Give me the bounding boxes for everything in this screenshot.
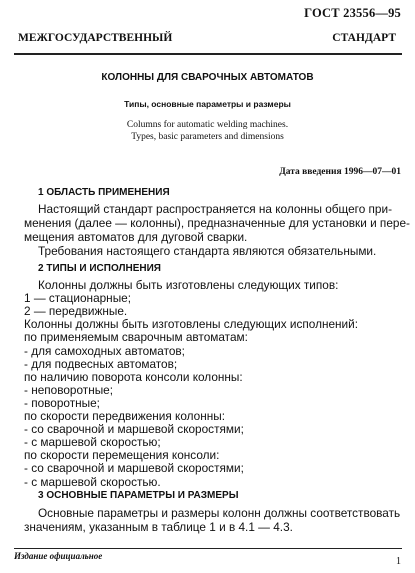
section-2-heading: 2 ТИПЫ И ИСПОЛНЕНИЯ [38, 263, 161, 274]
section-2-line: Колонны должны быть изготовлены следующих типов: [38, 278, 339, 292]
section-2-line: - поворотные; [24, 395, 100, 410]
section-2-line: - со сварочной и маршевой скоростями; [24, 422, 244, 437]
section-1-line: мещения автоматов для дуговой сварки. [24, 230, 248, 244]
standard-number: ГОСТ 23556—95 [304, 6, 401, 20]
english-title-line-1: Columns for automatic welding machines. [126, 120, 289, 130]
section-2-line: - с маршевой скоростью. [24, 474, 161, 489]
section-2-line: по скорости перемещения консоли: [24, 448, 220, 463]
section-2-line: по скорости передвижения колонны: [24, 409, 226, 423]
section-2-line: - неповоротные; [24, 382, 114, 397]
section-1-line: менения (далее — колонны), предназначенные для установки и пере- [24, 216, 410, 230]
section-2-line: по наличию поворота консоли колонны: [24, 369, 243, 384]
section-3-heading: 3 ОСНОВНЫЕ ПАРАМЕТРЫ И РАЗМЕРЫ [38, 490, 239, 501]
section-2-line: - для подвесных автоматов; [24, 356, 178, 371]
section-2-line: - с маршевой скоростью; [24, 435, 161, 450]
section-2-line: Колонны должны быть изготовлены следующих исполнений: [24, 317, 359, 332]
introduction-date: Дата введения 1996—07—01 [279, 167, 401, 177]
standard-banner: МЕЖГОСУДАРСТВЕННЫЙ СТАНДАРТ [18, 32, 396, 44]
english-title-line-2: Types, basic parameters and dimensions [131, 132, 284, 142]
edition-note: Издание официальное [14, 551, 103, 561]
section-1-line: Требования настоящего стандарта являются обязательными. [38, 244, 377, 258]
section-3-line: Основные параметры и размеры колонн должны соответствовать [38, 506, 401, 520]
header-divider [14, 53, 402, 55]
document-title: КОЛОННЫ ДЛЯ СВАРОЧНЫХ АВТОМАТОВ [101, 72, 314, 83]
footer-divider [14, 548, 402, 549]
section-2-line: по применяемым сварочным автоматам: [24, 330, 248, 345]
page-number: 1 [396, 556, 401, 567]
document-subtitle: Типы, основные параметры и размеры [124, 99, 291, 109]
section-2-line: - для самоходных автоматов; [24, 343, 185, 358]
section-1-line: Настоящий стандарт распространяется на колонны общего при- [38, 202, 393, 216]
section-2-line: - со сварочной и маршевой скоростями; [24, 461, 244, 476]
section-1-heading: 1 ОБЛАСТЬ ПРИМЕНЕНИЯ [38, 187, 170, 198]
section-2-line: 2 — передвижные. [24, 304, 128, 319]
section-2-line: 1 — стационарные; [24, 291, 132, 306]
section-3-line: значениям, указанным в таблице 1 и в 4.1 — 4.3. [24, 520, 293, 534]
